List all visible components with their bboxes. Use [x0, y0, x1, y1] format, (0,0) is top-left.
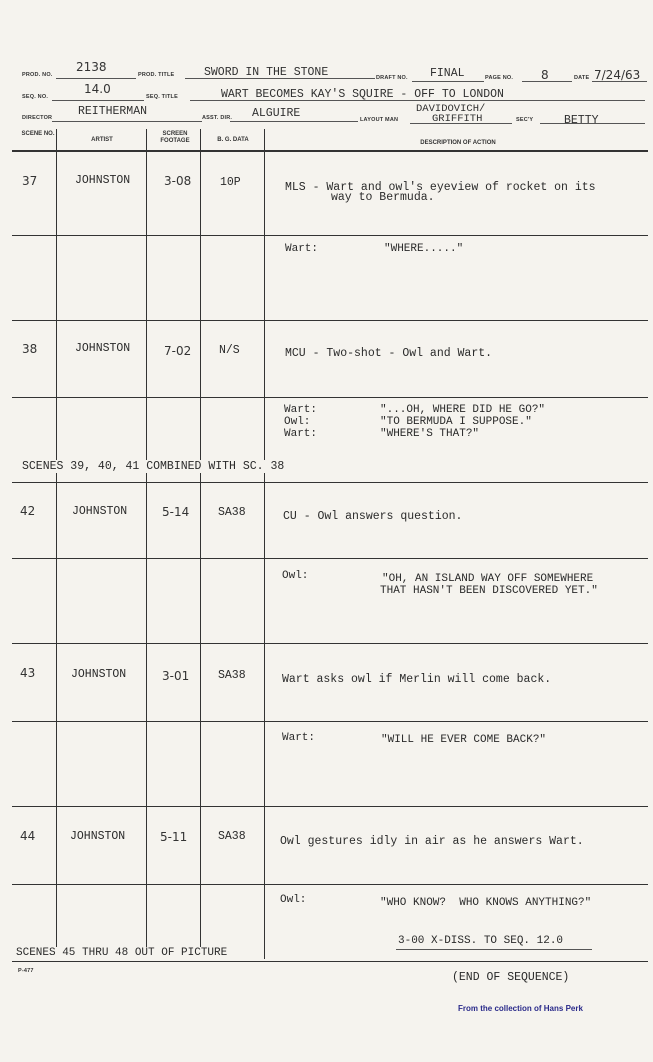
action-description: CU - Owl answers question. [283, 510, 463, 523]
director: REITHERMAN [78, 105, 148, 118]
footage: 3-01 [162, 669, 190, 683]
row-divider-9 [12, 884, 648, 885]
prod-title: SWORD IN THE STONE [204, 66, 329, 79]
dialogue-line: "WHERE'S THAT?" [380, 428, 480, 440]
dialogue-speaker: Wart: [284, 428, 318, 440]
col-header-description: DESCRIPTION OF ACTION [420, 140, 496, 146]
footage: 3-08 [164, 174, 192, 188]
draft-no-label: DRAFT NO. [376, 75, 408, 81]
bg-data: SA38 [218, 669, 246, 682]
collection-credit: From the collection of Hans Perk [458, 1004, 583, 1013]
draft-no: FINAL [430, 67, 465, 80]
dialogue-speaker: Wart: [285, 243, 319, 255]
secy-label: SEC'Y [516, 117, 534, 123]
form-number: P-477 [18, 968, 34, 974]
row-divider-4 [12, 482, 648, 483]
artist: JOHNSTON [70, 830, 126, 843]
draft-no-underline [412, 81, 484, 82]
col-divider-3 [200, 129, 201, 959]
dissolve-underline [396, 949, 592, 950]
seq-no: 14.0 [84, 82, 111, 96]
bg-data: N/S [219, 344, 240, 357]
col-divider-4 [264, 129, 265, 959]
col-header-artist: ARTIST [91, 137, 113, 143]
artist: JOHNSTON [71, 668, 127, 681]
asst-dir-label: ASST. DIR. [202, 115, 233, 121]
footage: 7-02 [164, 344, 192, 358]
seq-no-underline [52, 100, 144, 101]
dialogue-line: "...OH, WHERE DID HE GO?" [380, 404, 546, 416]
artist: JOHNSTON [72, 505, 128, 518]
footage: 5-11 [160, 830, 188, 844]
dialogue-line: "OH, AN ISLAND WAY OFF SOMEWHERE [382, 573, 594, 585]
dialogue-speaker: Wart: [284, 404, 318, 416]
action-description: MLS - Wart and owl's eyeview of rocket on its [285, 181, 596, 194]
layout-man-2: GRIFFITH [432, 113, 483, 125]
row-divider-1 [12, 235, 648, 236]
bg-data: SA38 [218, 830, 246, 843]
asst-dir: ALGUIRE [252, 107, 301, 120]
scene-number: 37 [22, 174, 38, 188]
prod-title-label: PROD. TITLE [138, 72, 175, 78]
date-label: DATE [574, 75, 590, 81]
director-label: DIRECTOR [22, 115, 53, 121]
seq-title-label: SEQ. TITLE [146, 94, 178, 100]
dissolve-note: 3-00 X-DISS. TO SEQ. 12.0 [398, 935, 564, 947]
scene-number: 38 [22, 342, 38, 356]
dialogue-line: "WHERE....." [384, 243, 464, 255]
scene-number: 44 [20, 829, 36, 843]
row-divider-7 [12, 721, 648, 722]
row-divider-6 [12, 643, 648, 644]
row-divider-8 [12, 806, 648, 807]
scene-number: 43 [20, 666, 36, 680]
seq-no-label: SEQ. NO. [22, 94, 49, 100]
date: 7/24/63 [594, 68, 641, 82]
seq-title: WART BECOMES KAY'S SQUIRE - OFF TO LONDON [221, 88, 504, 101]
dialogue-line: "TO BERMUDA I SUPPOSE." [380, 416, 532, 428]
end-of-sequence: (END OF SEQUENCE) [452, 971, 570, 984]
secy: BETTY [564, 114, 599, 127]
asst-dir-underline [230, 121, 358, 122]
footage: 5-14 [162, 505, 190, 519]
page-no-label: PAGE NO. [485, 75, 514, 81]
dialogue-line: "WILL HE EVER COME BACK?" [381, 734, 547, 746]
prod-no-underline [56, 78, 136, 79]
bg-data: 10P [220, 176, 241, 189]
dialogue-line: "WHO KNOW? WHO KNOWS ANYTHING?" [380, 897, 592, 909]
row-divider-2 [12, 320, 648, 321]
action-description: MCU - Two-shot - Owl and Wart. [285, 347, 493, 360]
out-of-picture-note: SCENES 45 THRU 48 OUT OF PICTURE [16, 947, 228, 959]
artist: JOHNSTON [75, 342, 131, 355]
page-no: 8 [541, 68, 549, 82]
scene-number: 42 [20, 504, 36, 518]
footer-rule [12, 961, 648, 962]
row-divider-3 [12, 397, 648, 398]
layout-man-1: DAVIDOVICH/ [416, 103, 486, 115]
row-divider-5 [12, 558, 648, 559]
combined-scenes-note: SCENES 39, 40, 41 COMBINED WITH SC. 38 [22, 460, 285, 473]
artist: JOHNSTON [75, 174, 131, 187]
col-header-scene: SCENE NO. [21, 131, 55, 137]
header-rule [12, 150, 648, 152]
dialogue-speaker: Owl: [284, 416, 311, 428]
layout-man-label: LAYOUT MAN [360, 117, 399, 123]
bg-data: SA38 [218, 506, 246, 519]
prod-no: 2138 [76, 60, 107, 74]
action-description: Owl gestures idly in air as he answers Wart. [280, 835, 584, 848]
action-description: Wart asks owl if Merlin will come back. [282, 673, 552, 686]
col-divider-1 [56, 129, 57, 959]
action-description-cont: way to Bermuda. [331, 191, 435, 204]
col-header-bg: B. G. DATA [217, 137, 249, 143]
dialogue-line-cont: THAT HASN'T BEEN DISCOVERED YET." [380, 585, 598, 597]
director-underline [52, 121, 202, 122]
dialogue-speaker: Owl: [282, 570, 309, 582]
col-header-footage: SCREEN FOOTAGE [160, 131, 190, 144]
dialogue-speaker: Wart: [282, 732, 316, 744]
col-divider-2 [146, 129, 147, 959]
prod-no-label: PROD. NO. [22, 72, 53, 78]
dialogue-speaker: Owl: [280, 894, 307, 906]
